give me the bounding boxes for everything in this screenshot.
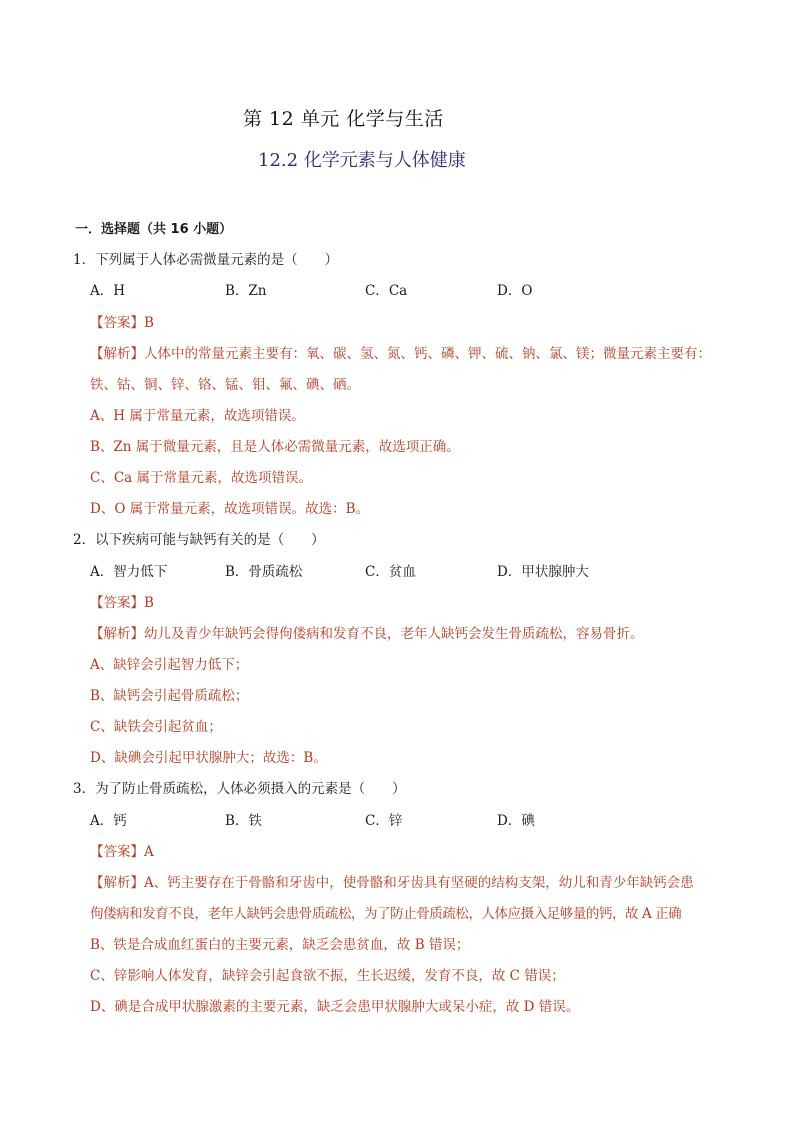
question-3-option-c: C．锌 <box>365 813 403 829</box>
analysis-text: A、钙主要存在于骨骼和牙齿中，使骨骼和牙齿具有坚硬的结构支架，幼儿和青少年缺钙会患 <box>144 875 694 891</box>
page-subtitle: 12.2 化学元素与人体健康 <box>258 150 466 171</box>
question-2-option-d: D．甲状腺肿大 <box>497 564 589 580</box>
question-1-analysis-line-1 <box>90 342 711 362</box>
question-3-option-d: D．碘 <box>497 813 535 829</box>
question-3-answer <box>90 840 154 860</box>
question-1-answer <box>90 311 154 331</box>
question-1-analysis-line-5: C、Ca 属于常量元素，故选项错误。 <box>90 470 312 486</box>
answer-label: 【答案】 <box>90 315 144 331</box>
analysis-label: 【解析】 <box>90 875 144 891</box>
question-2-analysis-line-1 <box>90 622 644 642</box>
question-3-analysis-line-4: C、锌影响人体发育，缺锌会引起食欲不振，生长迟缓，发育不良，故 C 错误； <box>90 968 565 984</box>
question-1-stem: 1．下列属于人体必需微量元素的是（ ） <box>73 252 339 268</box>
question-1-analysis-line-6: D、O 属于常量元素，故选项错误。故选：B。 <box>90 501 370 517</box>
answer-value: B <box>144 315 154 331</box>
question-1-analysis-line-2: 铁、钴、铜、锌、铬、锰、钼、氟、碘、硒。 <box>90 377 360 393</box>
analysis-label: 【解析】 <box>90 626 144 642</box>
analysis-text: 幼儿及青少年缺钙会得佝偻病和发育不良，老年人缺钙会发生骨质疏松，容易骨折。 <box>144 626 644 642</box>
question-1-option-d: D．O <box>497 283 533 299</box>
answer-value: B <box>144 595 154 611</box>
question-2-analysis-line-3: B、缺钙会引起骨质疏松； <box>90 688 249 704</box>
question-2-stem: 2．以下疾病可能与缺钙有关的是（ ） <box>73 532 325 548</box>
answer-label: 【答案】 <box>90 595 144 611</box>
question-3-analysis-line-2: 佝偻病和发育不良，老年人缺钙会患骨质疏松，为了防止骨质疏松，人体应摄入足够量的钙，故 A 正确 <box>90 906 682 922</box>
section-heading: 一．选择题（共 16 小题） <box>75 222 233 237</box>
question-2-option-a: A．智力低下 <box>90 564 168 580</box>
page-title: 第 12 单元 化学与生活 <box>243 108 444 130</box>
analysis-label: 【解析】 <box>90 346 144 362</box>
question-3-analysis-line-1 <box>90 871 694 891</box>
question-2-analysis-line-5: D、缺碘会引起甲状腺肿大；故选：B。 <box>90 750 327 766</box>
analysis-text: 人体中的常量元素主要有：氧、碳、氢、氮、钙、磷、钾、硫、钠、氯、镁；微量元素主要有： <box>144 346 711 362</box>
question-1-option-c: C．Ca <box>365 283 408 299</box>
question-2-option-b: B．骨质疏松 <box>225 564 303 580</box>
question-1-option-b: B．Zn <box>225 283 267 299</box>
answer-label: 【答案】 <box>90 844 144 860</box>
question-3-option-b: B．铁 <box>225 813 262 829</box>
question-2-analysis-line-4: C、缺铁会引起贫血； <box>90 719 222 735</box>
question-3-analysis-line-3: B、铁是合成血红蛋白的主要元素，缺乏会患贫血，故 B 错误； <box>90 937 470 953</box>
question-1-analysis-line-4: B、Zn 属于微量元素，且是人体必需微量元素，故选项正确。 <box>90 439 460 455</box>
answer-value: A <box>144 844 154 860</box>
question-1-option-a: A．H <box>90 283 126 299</box>
question-2-answer <box>90 591 154 611</box>
question-3-analysis-line-5: D、碘是合成甲状腺激素的主要元素，缺乏会患甲状腺肿大或呆小症，故 D 错误。 <box>90 999 580 1015</box>
question-3-stem: 3．为了防止骨质疏松，人体必须摄入的元素是（ ） <box>73 781 406 797</box>
question-1-analysis-line-3: A、H 属于常量元素，故选项错误。 <box>90 408 305 424</box>
question-2-analysis-line-2: A、缺锌会引起智力低下； <box>90 657 249 673</box>
question-2-option-c: C．贫血 <box>365 564 416 580</box>
question-3-option-a: A．钙 <box>90 813 127 829</box>
